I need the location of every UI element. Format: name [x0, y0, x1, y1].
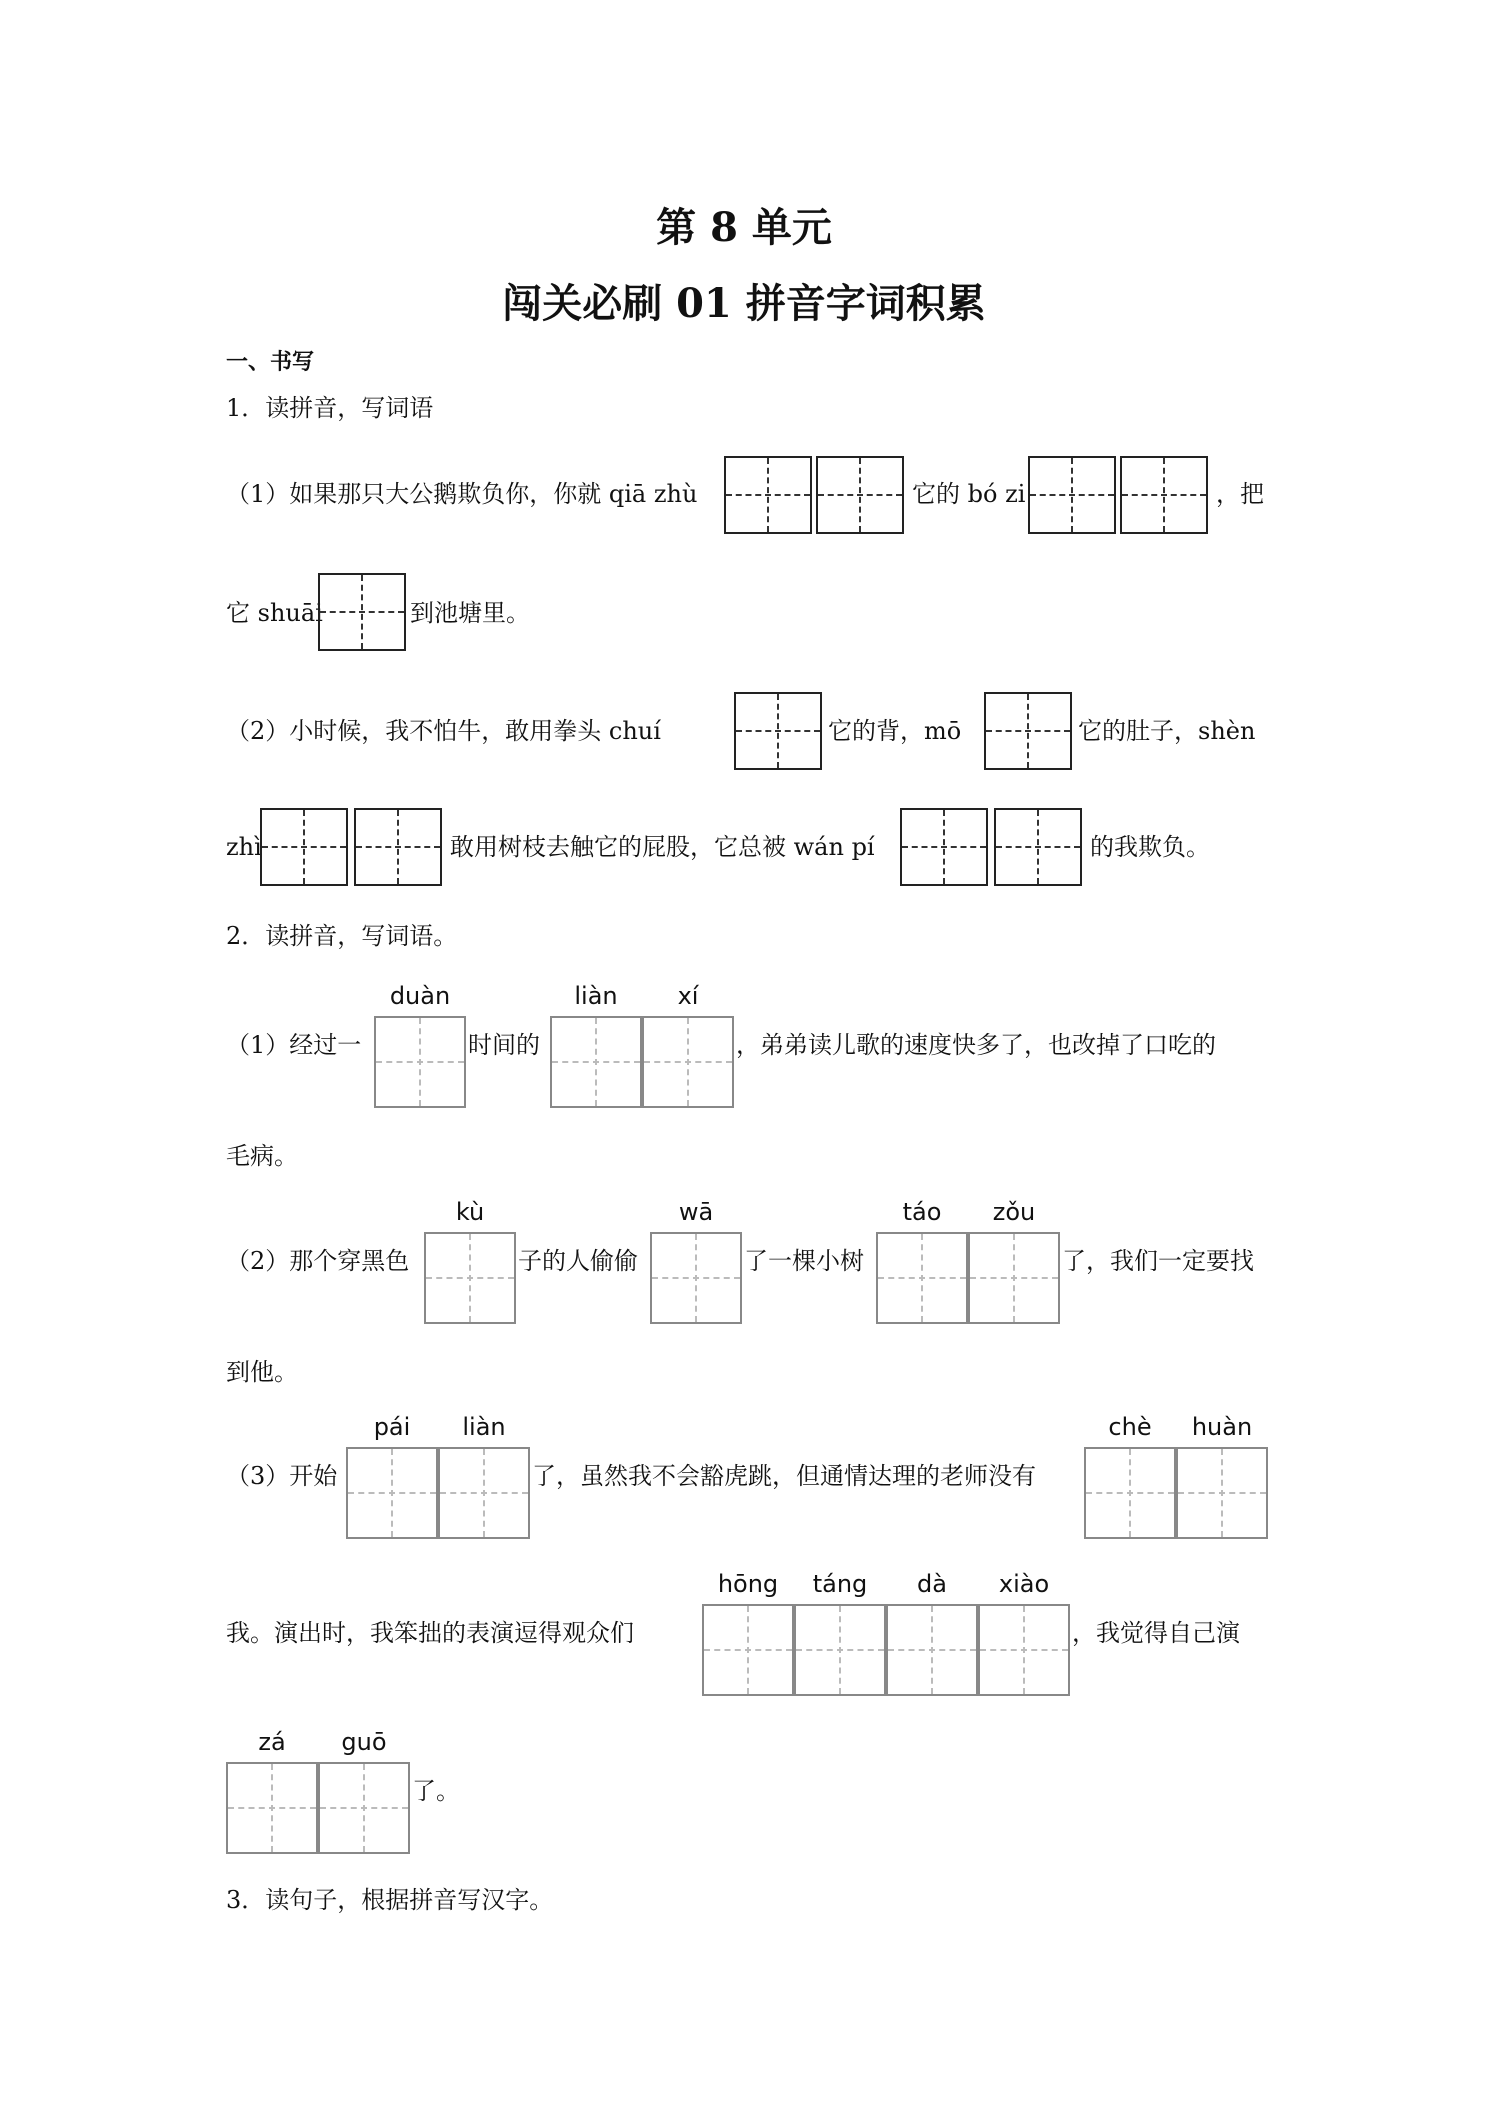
q1-p2-text-f: 的我欺负。: [1090, 833, 1210, 861]
q2-s3-text-a: （3）开始: [226, 1462, 338, 1490]
q1-p1-text-a: （1）如果那只大公鹅欺负你，你就 qiā zhù: [226, 480, 698, 508]
writing-box[interactable]: [346, 1447, 438, 1539]
writing-box[interactable]: [1176, 1447, 1268, 1539]
q2-s1-text-b: 时间的: [468, 1031, 540, 1059]
writing-box[interactable]: [550, 1016, 642, 1108]
pinyin-label: zá: [258, 1728, 286, 1756]
pinyin-label: guō: [341, 1728, 387, 1756]
q1-p2-text-a: （2）小时候，我不怕牛，敢用拳头 chuí: [226, 717, 661, 745]
pinyin-label: duàn: [389, 982, 451, 1010]
writing-box[interactable]: [968, 1232, 1060, 1324]
writing-box[interactable]: [650, 1232, 742, 1324]
writing-box[interactable]: [816, 456, 904, 534]
q1-p2-text-d: zhì: [226, 833, 262, 861]
writing-box[interactable]: [354, 808, 442, 886]
q2-s1-text-a: （1）经过一: [226, 1031, 362, 1059]
writing-box[interactable]: [1120, 456, 1208, 534]
writing-box[interactable]: [794, 1604, 886, 1696]
writing-box[interactable]: [318, 1762, 410, 1854]
q2-s2-text-a: （2）那个穿黑色: [226, 1247, 410, 1275]
writing-box[interactable]: [642, 1016, 734, 1108]
q1-p1-text-e: 到池塘里。: [410, 599, 530, 627]
pinyin-label: táo: [902, 1198, 942, 1226]
q2-s2-text-c: 了一棵小树: [744, 1247, 864, 1275]
q2-s1-text-c: ，弟弟读儿歌的速度快多了，也改掉了口吃的: [736, 1031, 1216, 1059]
writing-box[interactable]: [318, 573, 406, 651]
lesson-title: 闯关必刷 01 拼音字词积累: [502, 280, 986, 327]
writing-box[interactable]: [876, 1232, 968, 1324]
pinyin-label: liàn: [462, 1413, 506, 1441]
q2-s3-text-b: 了，虽然我不会豁虎跳，但通情达理的老师没有: [532, 1462, 1036, 1490]
pinyin-label: liàn: [574, 982, 618, 1010]
pinyin-label: huàn: [1191, 1413, 1253, 1441]
pinyin-label: xí: [677, 982, 699, 1010]
q1-p2-text-b: 它的背，mō: [828, 717, 962, 745]
unit-title: 第 8 单元: [656, 204, 832, 251]
q1-heading: 1．读拼音，写词语: [226, 394, 434, 422]
q2-s1-text-d: 毛病。: [226, 1142, 298, 1170]
writing-box[interactable]: [702, 1604, 794, 1696]
pinyin-label: xiào: [998, 1570, 1050, 1598]
q2-s2-text-d: 了，我们一定要找: [1062, 1247, 1254, 1275]
q2-s3-text-c: 我。演出时，我笨拙的表演逗得观众们: [226, 1619, 634, 1647]
q1-p1-text-d: 它 shuāi: [226, 599, 323, 627]
pinyin-label: táng: [812, 1570, 868, 1598]
pinyin-label: pái: [373, 1413, 411, 1441]
writing-box[interactable]: [900, 808, 988, 886]
writing-box[interactable]: [724, 456, 812, 534]
q1-p2-text-c: 它的肚子，shèn: [1078, 717, 1256, 745]
q3-heading: 3．读句子，根据拼音写汉字。: [226, 1886, 554, 1914]
writing-box[interactable]: [260, 808, 348, 886]
q2-s2-text-e: 到他。: [226, 1358, 298, 1386]
writing-box[interactable]: [886, 1604, 978, 1696]
pinyin-label: zǒu: [992, 1198, 1036, 1226]
pinyin-label: kù: [455, 1198, 485, 1226]
q1-p1-text-b: 它的 bó zi: [912, 480, 1026, 508]
pinyin-label: dà: [917, 1570, 947, 1598]
writing-box[interactable]: [1028, 456, 1116, 534]
q2-s2-text-b: 子的人偷偷: [518, 1247, 638, 1275]
writing-box[interactable]: [374, 1016, 466, 1108]
writing-box[interactable]: [424, 1232, 516, 1324]
writing-box[interactable]: [226, 1762, 318, 1854]
writing-box[interactable]: [438, 1447, 530, 1539]
writing-box[interactable]: [734, 692, 822, 770]
writing-box[interactable]: [978, 1604, 1070, 1696]
q2-s3-text-d: ，我觉得自己演: [1072, 1619, 1240, 1647]
q2-s3-text-e: 了。: [412, 1777, 460, 1805]
writing-box[interactable]: [1084, 1447, 1176, 1539]
q1-p2-text-e: 敢用树枝去触它的屁股，它总被 wán pí: [450, 833, 875, 861]
q1-p1-text-c: ，把: [1216, 480, 1264, 508]
section-heading: 一、书写: [226, 349, 315, 375]
pinyin-label: chè: [1108, 1413, 1152, 1441]
pinyin-label: hōng: [717, 1570, 779, 1598]
pinyin-label: wā: [678, 1198, 714, 1226]
writing-box[interactable]: [994, 808, 1082, 886]
q2-heading: 2．读拼音，写词语。: [226, 922, 458, 950]
writing-box[interactable]: [984, 692, 1072, 770]
